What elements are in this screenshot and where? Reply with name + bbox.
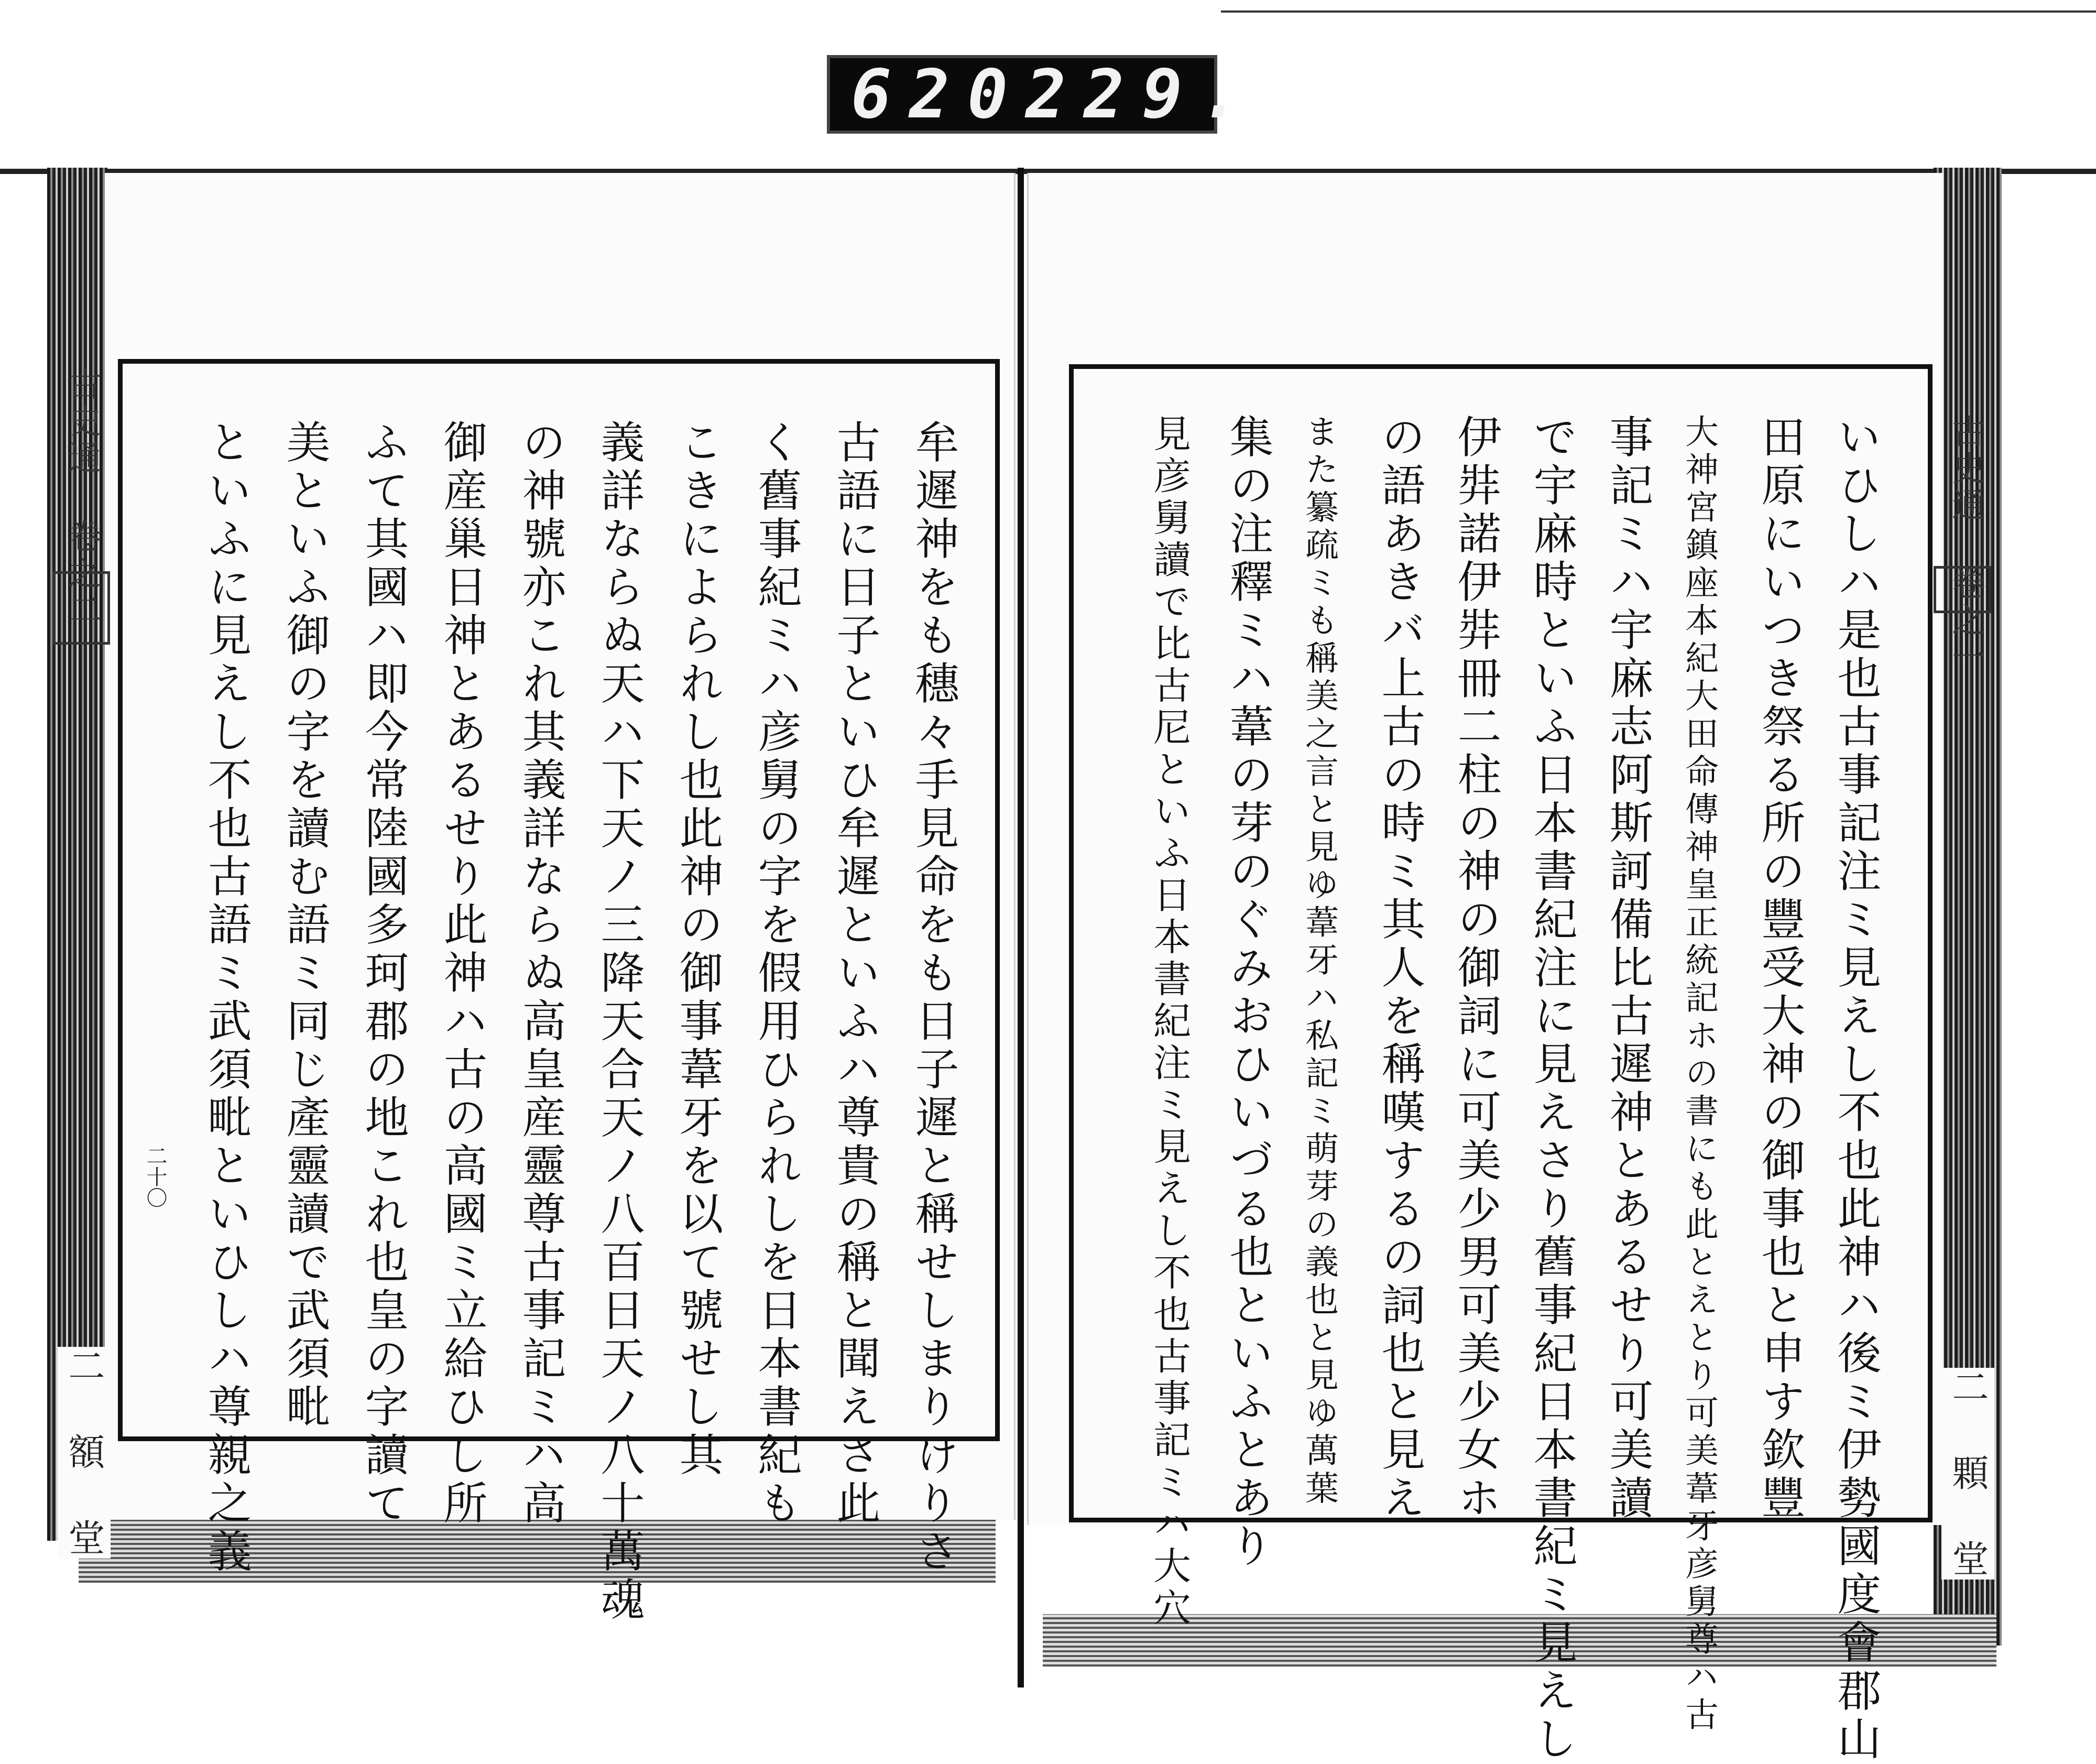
- right-text-column: 集の注釋ミハ葦の芽のぐみおひいづる也といふとあり: [1222, 414, 1274, 1571]
- left-folio: 二十〇: [143, 1145, 167, 1208]
- right-text-column: 事記ミハ宇麻志阿斯訶備比古遲神とあるせり可美讀: [1602, 414, 1654, 1523]
- left-text-column: く舊事紀ミハ彦舅の字を假用ひられしを日本書紀も: [751, 419, 802, 1528]
- right-text-column: で宇麻時といふ日本書紀注に見えさり舊事紀日本書紀ミ見えし: [1526, 414, 1578, 1764]
- right-text-column: の語あきバ上古の時ミ其人を稱嘆するの詞也と見え: [1374, 414, 1426, 1523]
- right-text-column: 大神宮鎮座本紀大田命傳神皇正統記ホの書にも此とえとり可美葦牙彦舅尊ハ古: [1679, 414, 1718, 1735]
- right-text-column: 田原にいつき祭る所の豐受大神の御事也と申す欽豐: [1754, 414, 1806, 1523]
- left-text-column: ふて其國ハ即今常陸國多珂郡の地これ也皇の字讀て: [358, 419, 409, 1528]
- left-margin-box: [52, 571, 110, 645]
- left-text-column: こきによられし也此神の御事葦牙を以て號せし其: [672, 419, 724, 1480]
- right-text-column: いひしハ是也古事記注ミ見えし不也此神ハ後ミ伊勢國度會郡山: [1830, 414, 1882, 1764]
- left-text-column: 義詳ならぬ天ハ下天ノ三降天合天ノ八百日天ノ八十萬魂: [594, 419, 645, 1625]
- left-running-title: 古史通 卷之二: [62, 367, 101, 629]
- book-gutter: [1018, 168, 1024, 1687]
- left-text-column: 美といふ御の字を讀む語ミ同じ產靈讀で武須毗: [279, 419, 331, 1432]
- right-text-column: また纂疏ミも稱美之言と見ゆ葦牙ハ私記ミ萌芽の義也と見ゆ萬葉: [1300, 414, 1338, 1508]
- right-publisher: 二 顆 堂: [1941, 1368, 1994, 1580]
- scan-number-left: 620: [851, 55, 1026, 134]
- left-text-column: といふに見えし不也古語ミ武須毗といひしハ尊親之義: [201, 419, 252, 1576]
- scan-number-label: [827, 55, 1259, 134]
- left-text-column: 牟遲神をも穗々手見命をも日子遲と稱せしまりけりさ: [908, 419, 959, 1576]
- left-text-column: 御産巢日神とあるせり此神ハ古の高國ミ立給ひし所: [436, 419, 488, 1528]
- left-publisher: 二 額 堂: [58, 1347, 111, 1559]
- right-text-column: 見彦舅讀で比古尼といふ日本書紀注ミ見えし不也古事記ミハ大穴: [1147, 414, 1191, 1630]
- right-margin-box: [1934, 566, 1991, 613]
- left-text-column: 古語に日子といひ牟遲といふハ尊貴の稱と聞えさ此: [829, 419, 881, 1528]
- scanner-edge-line: [1221, 10, 2096, 13]
- scan-number-right: 229.: [1025, 55, 1259, 134]
- right-running-title: 古史通 卷之一: [1946, 414, 1985, 676]
- right-text-column: 伊弉諾伊弉冊二柱の神の御詞に可美少男可美少女ホ: [1450, 414, 1502, 1523]
- left-text-column: の神號亦これ其義詳ならぬ高皇産靈尊古事記ミハ高: [515, 419, 566, 1528]
